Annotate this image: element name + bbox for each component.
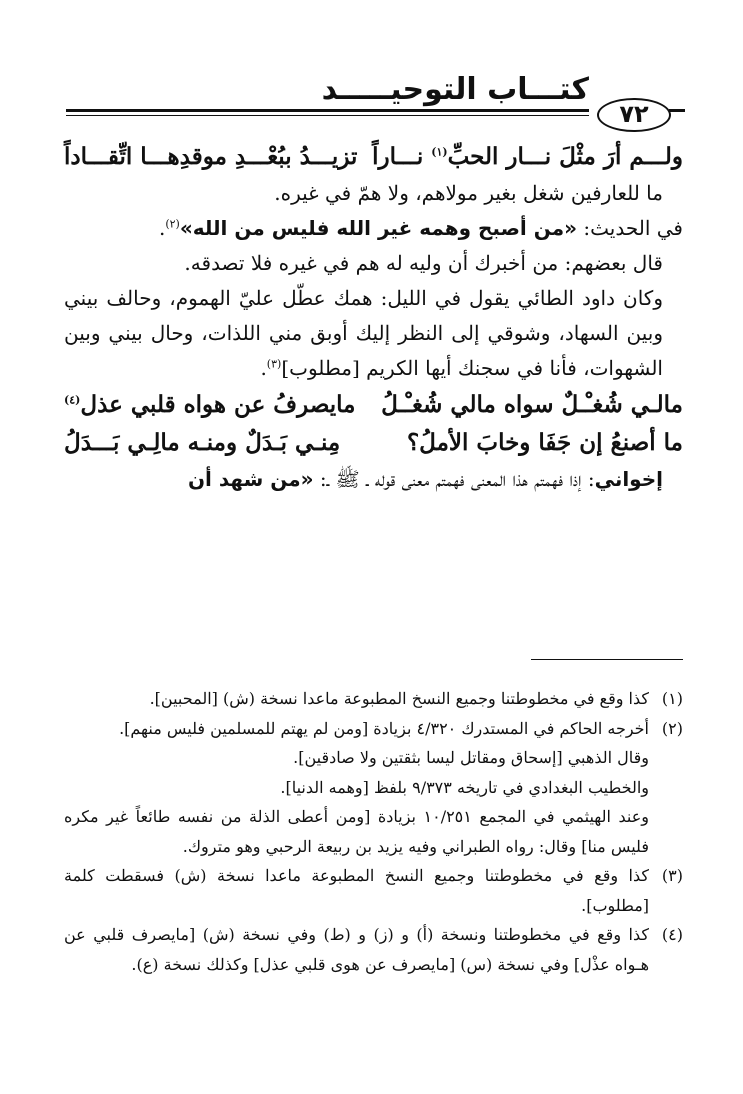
footnote-ref-2[interactable]: (٢) [165,217,180,231]
verse-1-first-hemistich: ولـــم أرَ مثْلَ نـــار الحبِّ$^{(١)}$ نـــاراً [372,143,683,170]
footnote-text: كذا وقع في مخطوطتنا وجميع النسخ المطبوعة ماعدا نسخة (ش) [المحبين]. [149,689,649,708]
footnotes [64,684,683,979]
footnote-text: والخطيب البغدادي في تاريخه ٩/٣٧٣ بلفظ [وهمه الدنيا]. [280,777,649,797]
footnote-text: كذا وقع في مخطوطتنا ونسخة (أ) و (ز) و (ط) وفي نسخة (ش) [مايصرف قلبي عن هـواه عذْل] وفي نسخة (س) [مايصرف عن هوى قلبي عذل] وكذلك نسخة (ع). [64,925,649,974]
footnote-4 [64,920,683,979]
paragraph-dawud: وكان داود الطائي يقول في الليل: همك عطّل عليّ الهموم، وحالف بيني وبين السهاد، وشوقي إلى النظر إليك أوبق مني اللذات، وحال بيني وبين الشهوات، فأنا في سجنك أيها الكريم [مطلوب]$^{(٣)}$. [64,286,663,380]
book-title: كتـــاب التوحيـــــد [321,72,589,107]
poem-verse-3 [64,424,683,462]
footnote-text: وعند الهيثمي في المجمع ١٠/٢٥١ بزيادة [ومن أعطى الذلة من نفسه طائعاً غير مكره فليس منا] وقال: رواه الطبراني وفيه يزيد بن ربيعة الرحبي وهو متروك. [64,807,649,856]
poem-verse-2 [64,386,683,424]
verse-2-second-hemistich: مايصرفُ عن هواه قلبي عذل$^{(٤)}$ [64,391,356,418]
footnote-number: (١) [661,689,683,708]
footnote-separator [531,659,683,660]
footnote-3 [64,861,683,920]
footnote-text: كذا وقع في مخطوطتنا وجميع النسخ المطبوعة ماعدا نسخة (ش) فسقطت كلمة [مطلوب]. [64,866,649,915]
footnote-1 [64,684,683,714]
footnote-number: (٤) [661,925,683,944]
footnote-number: (٣) [661,866,683,885]
poem-verse-1 [64,138,683,176]
header-rule-thick [66,109,589,112]
text-line-arifin: ما للعارفين شغل بغير مولاهم، ولا همّ في غيره. [274,181,663,205]
main-text [64,138,683,497]
footnote-text: وقال الذهبي [إسحاق ومقاتل ليسا بثقتين ولا صادقين]. [293,748,649,767]
ikhwani-label: إخواني [594,467,663,491]
footnote-2 [64,714,683,862]
header-rule-thin [66,115,589,116]
footnote-ref-3[interactable]: (٣) [266,357,282,371]
text-line-ikhwani: إخواني: إذا فهمتم هذا المعنى فهمتم معنى قوله ـ ﷺ ـ: «من شهد أن [187,467,663,491]
page-number: ٧٢ [597,98,671,132]
text-line-qala: قال بعضهم: من أخبرك أن وليه له هم في غيره فلا تصدقه. [184,251,663,275]
footnote-text: أخرجه الحاكم في المستدرك ٤/٣٢٠ بزيادة [ومن لم يهتم للمسلمين فليس منهم]. [119,718,649,738]
verse-3-first-hemistich: ما أصنعُ إن جَفَا وخابَ الأملُ؟ [406,429,683,456]
hadith-quote-2: «من شهد أن [187,467,314,491]
text-line-hadith: في الحديث: «من أصبح وهمه غير الله فليس من الله»$^{(٢)}$. [158,216,683,240]
verse-3-second-hemistich: مِنـي بَـدَلٌ ومنـه مالِـي بَـــدَلُ [64,429,341,456]
verse-1-second-hemistich: تزيـــدُ ببُعْـــدِ موقدِهـــا اتِّقـــاداً [64,143,358,170]
page-header [66,72,681,132]
verse-2-first-hemistich: مالـي شُغـْـلٌ سواه مالي شُغـْـلُ [381,391,683,418]
header-rule-right [669,109,685,112]
hadith-quote: «من أصبح وهمه غير الله فليس من الله» [179,216,578,240]
footnote-number: (٢) [661,718,683,738]
footnote-ref-1[interactable]: (١) [431,145,448,159]
footnote-ref-4[interactable]: (٤) [64,393,81,407]
